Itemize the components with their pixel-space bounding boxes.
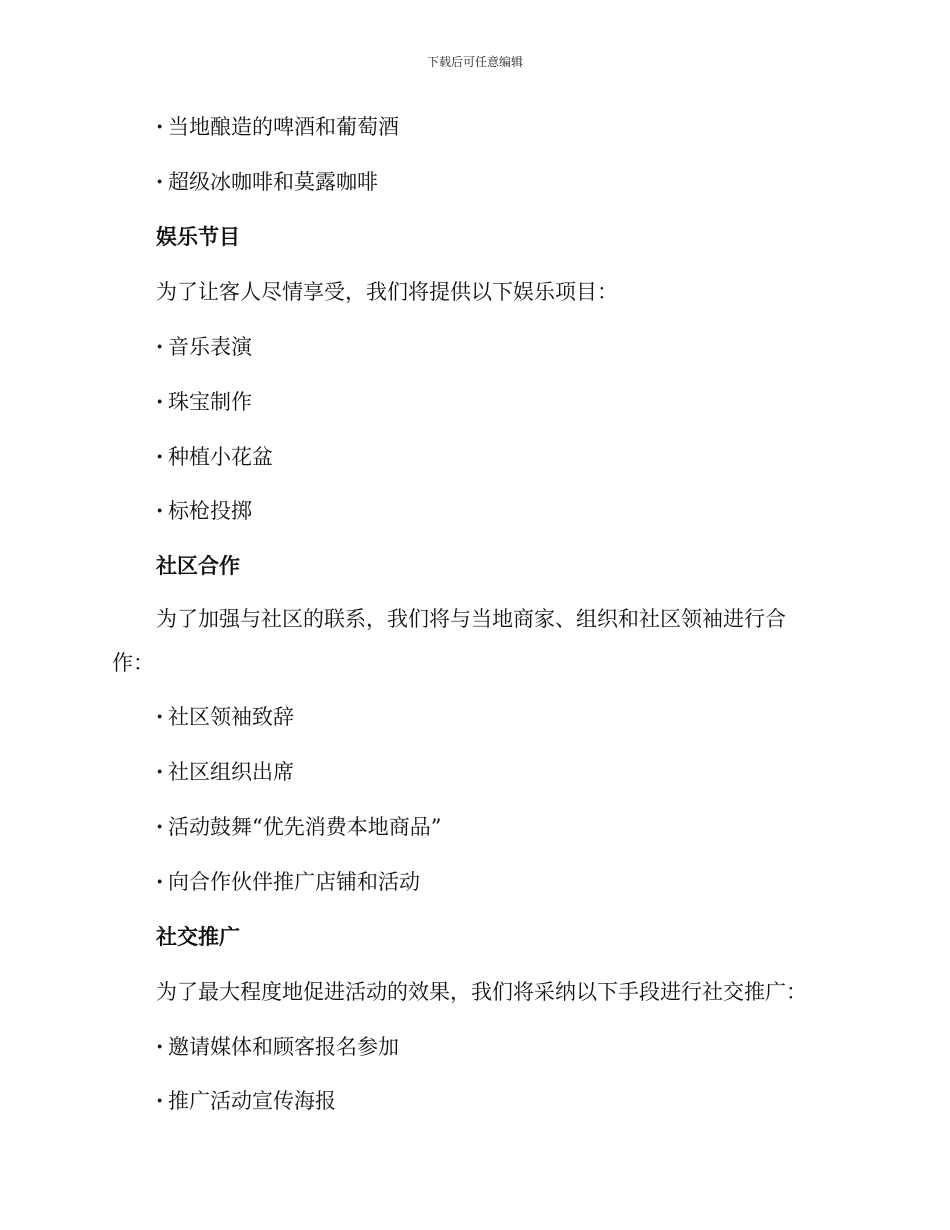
bullet-icon: · (156, 389, 164, 414)
bullet-icon: · (156, 1034, 164, 1059)
list-item-text: 邀请媒体和顾客报名参加 (168, 1035, 399, 1059)
list-item-text: 超级冰咖啡和莫露咖啡 (168, 170, 378, 194)
list-item-text: 推广活动宣传海报 (168, 1089, 336, 1113)
bullet-icon: · (156, 869, 164, 894)
list-item (156, 169, 378, 195)
bullet-icon: · (156, 498, 164, 523)
list-item-text: 社区领袖致辞 (168, 705, 294, 729)
paragraph: 为了加强与社区的联系，我们将与当地商家、组织和社区领袖进行合作： (112, 607, 786, 675)
section-heading: 社区合作 (156, 554, 240, 578)
list-item (156, 114, 399, 140)
bullet-icon: · (156, 114, 164, 139)
bullet-icon: · (156, 704, 164, 729)
list-item-text: 种植小花盆 (168, 445, 273, 469)
bullet-icon: · (156, 814, 164, 839)
bullet-icon: · (156, 1088, 164, 1113)
list-item-text: 向合作伙伴推广店铺和活动 (168, 870, 420, 894)
section-heading: 社交推广 (156, 925, 240, 949)
list-item (156, 498, 252, 524)
list-item (156, 1088, 336, 1114)
bullet-icon: · (156, 334, 164, 359)
list-item-text: 活动鼓舞“优先消费本地商品” (168, 815, 442, 839)
bullet-icon: · (156, 169, 164, 194)
list-item (156, 1034, 399, 1060)
list-item (156, 704, 294, 730)
list-item (156, 814, 441, 840)
list-item (156, 759, 294, 785)
list-item-text: 当地酿造的啤酒和葡萄酒 (168, 115, 399, 139)
list-item-text: 标枪投掷 (168, 499, 252, 523)
list-item (156, 869, 420, 895)
bullet-icon: · (156, 444, 164, 469)
list-item (156, 334, 252, 360)
section-heading: 娱乐节目 (156, 225, 240, 249)
paragraph: 为了让客人尽情享受，我们将提供以下娱乐项目： (156, 280, 618, 304)
list-item-text: 珠宝制作 (168, 390, 252, 414)
list-item (156, 389, 252, 415)
list-item-text: 社区组织出席 (168, 760, 294, 784)
list-item-text: 音乐表演 (168, 335, 252, 359)
page-header: 下载后可任意编辑 (426, 55, 523, 69)
bullet-icon: · (156, 759, 164, 784)
list-item (156, 444, 273, 470)
paragraph: 为了最大程度地促进活动的效果，我们将采纳以下手段进行社交推广： (156, 980, 807, 1004)
